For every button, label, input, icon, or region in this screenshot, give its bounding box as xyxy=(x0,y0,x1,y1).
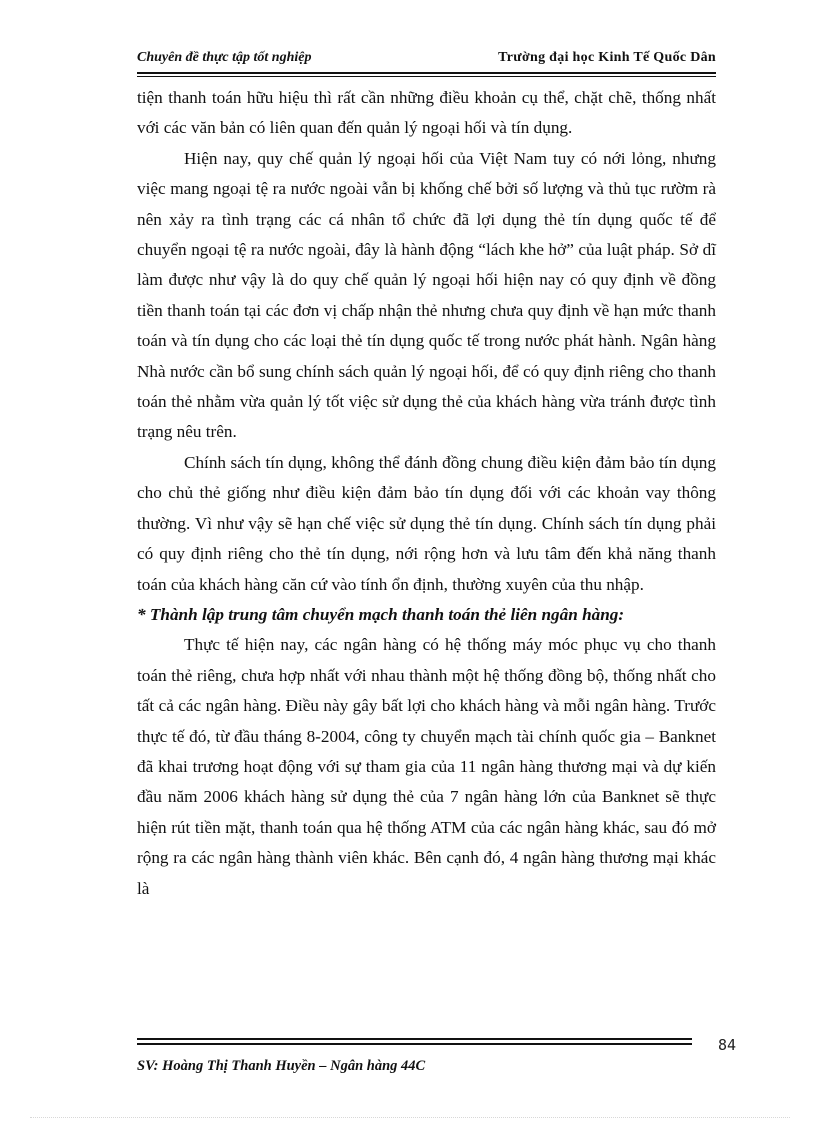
header-right-title: Trường đại học Kinh Tế Quốc Dân xyxy=(498,50,716,65)
paragraph-banknet: Thực tế hiện nay, các ngân hàng có hệ thống máy móc phục vụ cho thanh toán thẻ riêng, chưa hợp nhất với nhau thành một hệ thống đồng bộ, thống nhất cho tất cả các ngân hàng. Điều này gây bất lợi cho khách hàng và mỗi ngân hàng. Trước thực tế đó, từ đầu tháng 8-2004, công ty chuyển mạch tài chính quốc gia – Banknet đã khai trương hoạt động với sự tham gia của 11 ngân hàng thương mại và dự kiến đầu năm 2006 khách hàng sử dụng thẻ của 7 ngân hàng lớn của Banknet sẽ thực hiện rút tiền mặt, thanh toán qua hệ thống ATM của các ngân hàng khác, sau đó mở rộng ra các ngân hàng thành viên khác. Bên cạnh đó, 4 ngân hàng thương mại khác là xyxy=(137,635,716,898)
section-heading: * Thành lập trung tâm chuyển mạch thanh toán thẻ liên ngân hàng: xyxy=(137,604,625,624)
page-number: 84 xyxy=(718,1036,737,1054)
document-body xyxy=(137,83,716,904)
paragraph-continuation: tiện thanh toán hữu hiệu thì rất cần những điều khoản cụ thể, chặt chẽ, thống nhất với các văn bản có liên quan đến quản lý ngoại hối và tín dụng. xyxy=(137,88,716,138)
header-left-title: Chuyên đề thực tập tốt nghiệp xyxy=(137,50,312,65)
header-divider xyxy=(137,72,716,77)
page-footer: SV: Hoàng Thị Thanh Huyền – Ngân hàng 44C xyxy=(137,1058,426,1074)
footer-divider xyxy=(137,1038,692,1045)
paragraph-foreign-exchange: Hiện nay, quy chế quản lý ngoại hối của Việt Nam tuy có nới lỏng, nhưng việc mang ngoại tệ ra nước ngoài vẫn bị khống chế bởi số lượng và thủ tục rườm rà nên xảy ra tình trạng các cá nhân tổ chức đã lợi dụng thẻ tín dụng quốc tế để chuyển ngoại tệ ra nước ngoài, đây là hành động “lách khe hở” của luật pháp. Sở dĩ làm được như vậy là do quy chế quản lý ngoại hối hiện nay có quy định về đồng tiền thanh toán tại các đơn vị chấp nhận thẻ nhưng chưa quy định về hạn mức thanh toán và tín dụng cho các loại thẻ tín dụng quốc tế trong nước phát hành. Ngân hàng Nhà nước cần bổ sung chính sách quản lý ngoại hối, để có quy định riêng cho thanh toán thẻ nhằm vừa quản lý tốt việc sử dụng thẻ của khách hàng vừa tránh được tình trạng nêu trên. xyxy=(137,148,716,442)
page-bottom-border xyxy=(30,1117,790,1118)
page-header xyxy=(137,50,716,70)
paragraph-credit-policy: Chính sách tín dụng, không thể đánh đồng chung điều kiện đảm bảo tín dụng cho chủ thẻ giống như điều kiện đảm bảo tín dụng đối với các khoản vay thông thường. Vì như vậy sẽ hạn chế việc sử dụng thẻ tín dụng. Chính sách tín dụng phải có quy định riêng cho thẻ tín dụng, nới rộng hơn và lưu tâm đến khả năng thanh toán của khách hàng căn cứ vào tính ổn định, thường xuyên của thu nhập. xyxy=(137,452,716,594)
